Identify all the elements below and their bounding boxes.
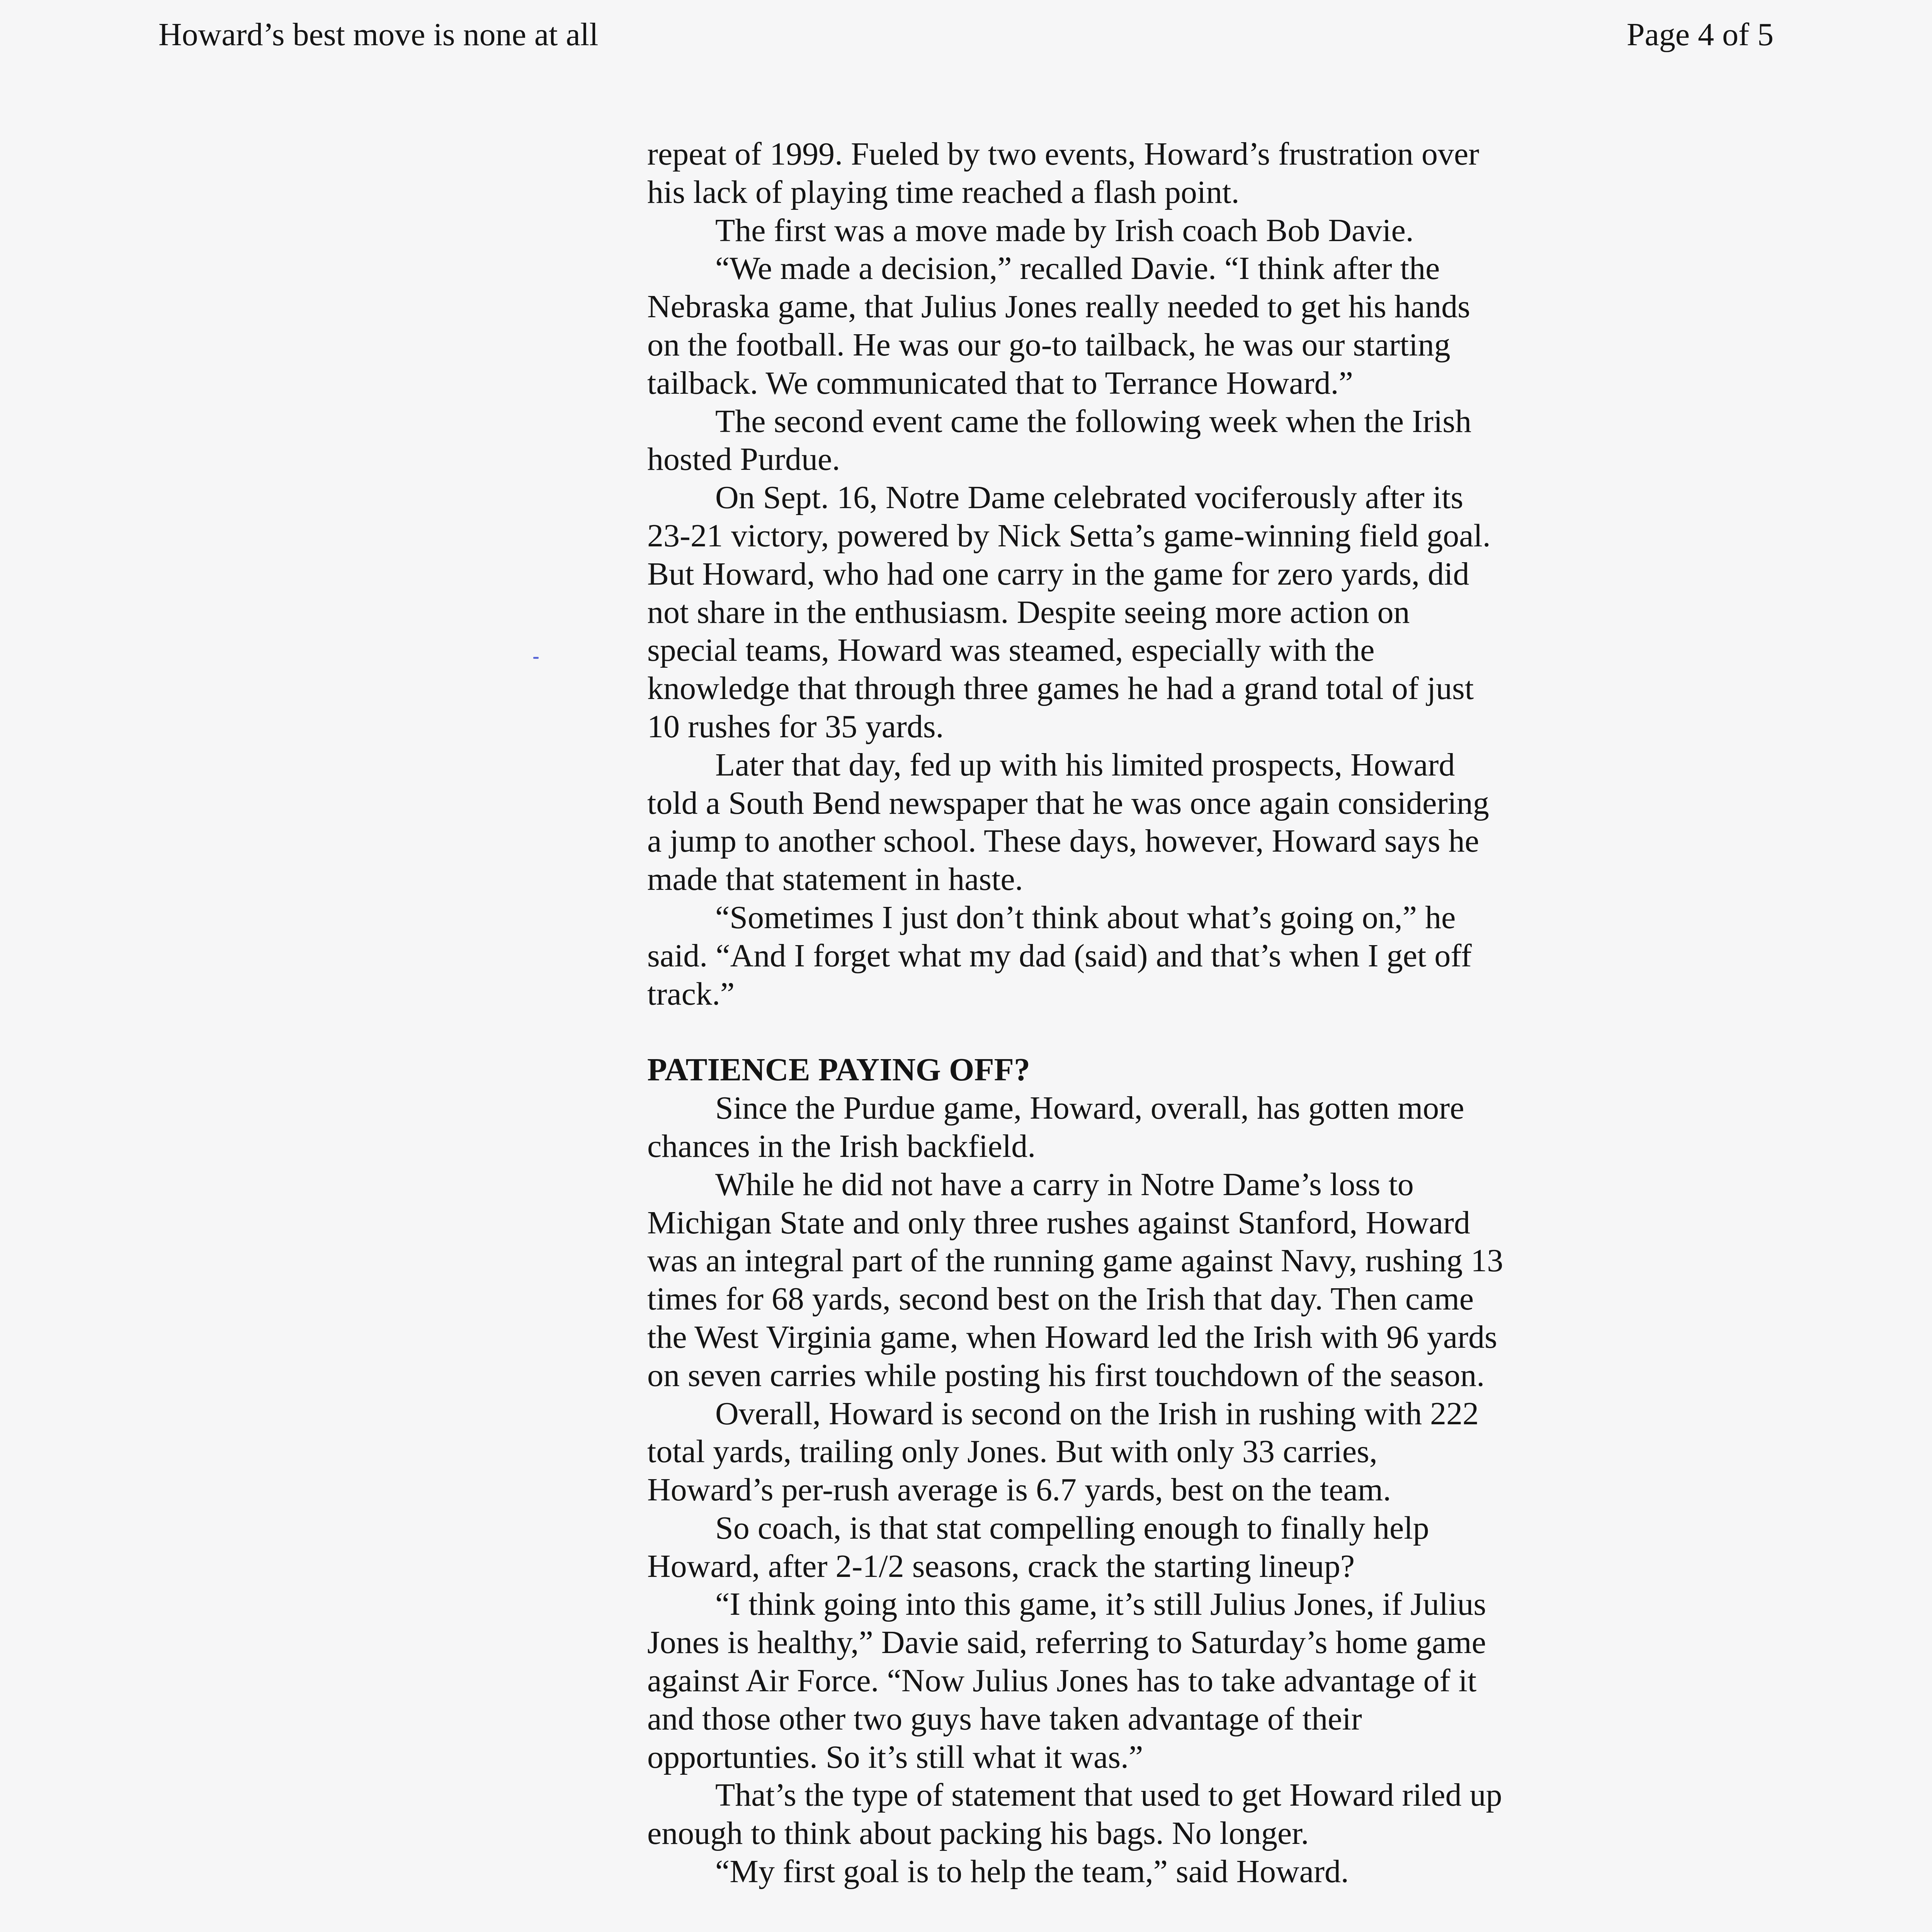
article-paragraph: “Sometimes I just don’t think about what’s going on,” he said. “And I forget what my dad (said) and that’s when I get off track.” <box>647 899 1472 1012</box>
article-paragraph: “We made a decision,” recalled Davie. “I think after the Nebraska game, that Julius Jones really needed to get his hands on the football. He was our go-to tailback, he was our starting tailback. We communicated that to Terrance Howard.” <box>647 250 1470 401</box>
section-heading: PATIENCE PAYING OFF? <box>647 1052 1030 1088</box>
article-paragraph: “My first goal is to help the team,” said Howard. <box>715 1854 1349 1890</box>
article-paragraph: On Sept. 16, Notre Dame celebrated vociferously after its 23-21 victory, powered by Nick Setta’s game-winning field goal. But Howard, who had one carry in the game for zero yards, did not share in the enthusiasm. Despite seeing more action on special teams, Howard was steamed, especially with the knowledge that through three games he had a grand total of just 10 rushes for 35 yards. <box>647 480 1491 745</box>
article-body <box>647 135 1505 1891</box>
article-paragraph: That’s the type of statement that used to get Howard riled up enough to think about packing his bags. No longer. <box>647 1777 1502 1852</box>
article-paragraph: The first was a move made by Irish coach Bob Davie. <box>715 212 1414 248</box>
scan-ink-mark <box>533 657 539 659</box>
article-paragraph: Since the Purdue game, Howard, overall, has gotten more chances in the Irish backfield. <box>647 1090 1464 1164</box>
article-paragraph: Later that day, fed up with his limited prospects, Howard told a South Bend newspaper that he was once again considering a jump to another school. These days, however, Howard says he made that statement in haste. <box>647 747 1489 898</box>
article-paragraph: While he did not have a carry in Notre Dame’s loss to Michigan State and only three rushes against Stanford, Howard was an integral part of the running game against Navy, rushing 13 times for 68 yards, second best on the Irish that day. Then came the West Virginia game, when Howard led the Irish with 96 yards on seven carries while posting his first touchdown of the season. <box>647 1166 1503 1393</box>
page-number-header: Page 4 of 5 <box>1626 17 1774 53</box>
article-paragraph: repeat of 1999. Fueled by two events, Howard’s frustration over his lack of playing time reached a flash point. <box>647 136 1480 210</box>
article-paragraph: So coach, is that stat compelling enough to finally help Howard, after 2-1/2 seasons, crack the starting lineup? <box>647 1510 1429 1584</box>
article-paragraph: “I think going into this game, it’s still Julius Jones, if Julius Jones is healthy,” Davie said, referring to Saturday’s home game against Air Force. “Now Julius Jones has to take advantage of it and those other two guys have taken advantage of their opportunties. So it’s still what it was.” <box>647 1586 1486 1775</box>
article-paragraph: The second event came the following week when the Irish hosted Purdue. <box>647 403 1471 478</box>
article-title-header: Howard’s best move is none at all <box>158 17 599 53</box>
article-paragraph: Overall, Howard is second on the Irish in rushing with 222 total yards, trailing only Jones. But with only 33 carries, Howard’s per-rush average is 6.7 yards, best on the team. <box>647 1395 1479 1508</box>
